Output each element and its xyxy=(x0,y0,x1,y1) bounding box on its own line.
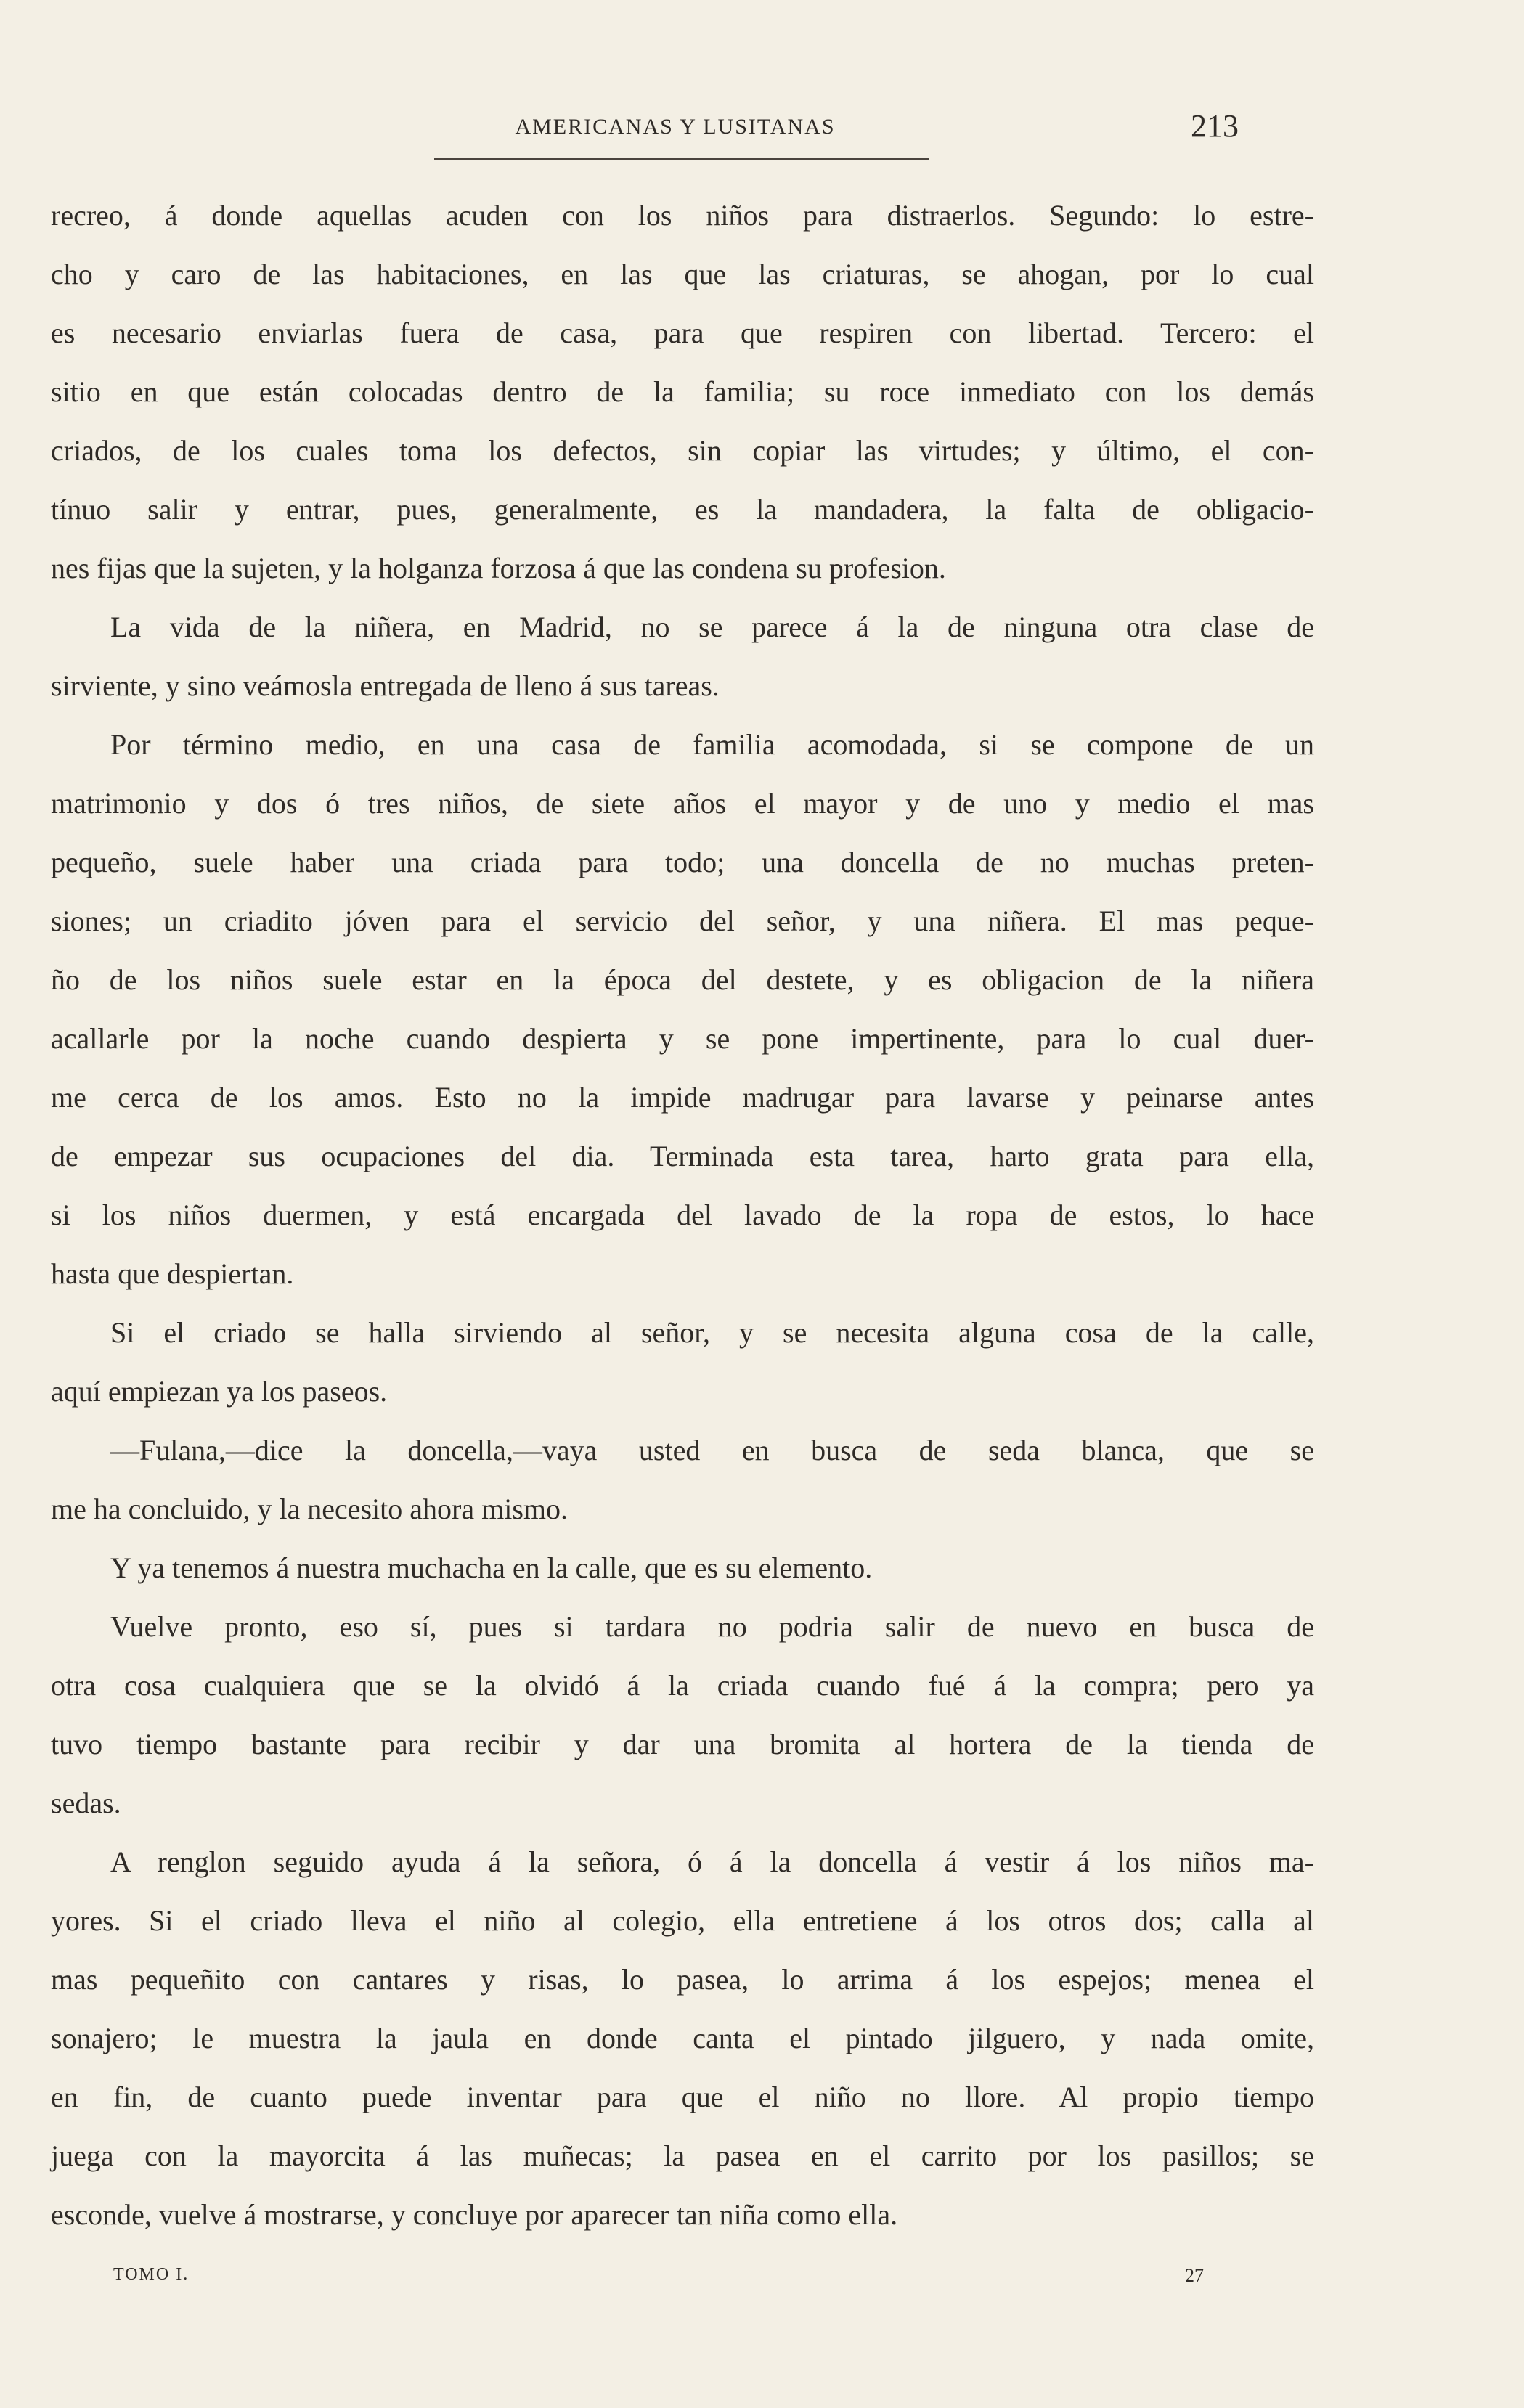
text-line: en fin, de cuanto puede inventar para que el niño no llore. Al propio tiempo xyxy=(51,2081,1314,2113)
text-line: me cerca de los amos. Esto no la impide madrugar para lavarse y peinarse antes xyxy=(51,1081,1314,1114)
header-rule xyxy=(434,158,929,160)
running-head xyxy=(0,107,1524,166)
text-line: pequeño, suele haber una criada para todo; una doncella de no muchas preten- xyxy=(51,846,1314,878)
text-line: yores. Si el criado lleva el niño al colegio, ella entretiene á los otros dos; calla al xyxy=(51,1904,1314,1937)
text-line: de empezar sus ocupaciones del dia. Terminada esta tarea, harto grata para ella, xyxy=(51,1140,1314,1172)
text-line: Y ya tenemos á nuestra muchacha en la calle, que es su elemento. xyxy=(110,1551,873,1584)
page-footer xyxy=(0,2265,1524,2301)
text-line: cho y caro de las habitaciones, en las que las criaturas, se ahogan, por lo cual xyxy=(51,258,1314,290)
text-line: tuvo tiempo bastante para recibir y dar una bromita al hortera de la tienda de xyxy=(51,1728,1314,1760)
text-line: es necesario enviarlas fuera de casa, para que respiren con libertad. Tercero: el xyxy=(51,317,1314,349)
text-line: matrimonio y dos ó tres niños, de siete años el mayor y de uno y medio el mas xyxy=(51,787,1314,820)
text-line: acallarle por la noche cuando despierta y se pone impertinente, para lo cual duer- xyxy=(51,1022,1314,1055)
text-line: —Fulana,—dice la doncella,—vaya usted en busca de seda blanca, que se xyxy=(110,1434,1314,1466)
signature-mark: 27 xyxy=(1185,2265,1204,2286)
text-line: sirviente, y sino veámosla entregada de lleno á sus tareas. xyxy=(51,669,720,702)
text-line: Vuelve pronto, eso sí, pues si tardara no podria salir de nuevo en busca de xyxy=(110,1610,1314,1643)
text-line: sitio en que están colocadas dentro de la familia; su roce inmediato con los demás xyxy=(51,375,1314,408)
volume-mark: TOMO I. xyxy=(113,2265,190,2284)
text-line: Por término medio, en una casa de familia acomodada, si se compone de un xyxy=(110,728,1314,761)
text-line: tínuo salir y entrar, pues, generalmente, es la mandadera, la falta de obligacio- xyxy=(51,493,1314,526)
text-line: esconde, vuelve á mostrarse, y concluye por aparecer tan niña como ella. xyxy=(51,2198,898,2231)
body-text xyxy=(51,186,1314,2244)
text-line: sonajero; le muestra la jaula en donde canta el pintado jilguero, y nada omite, xyxy=(51,2022,1314,2054)
text-line: nes fijas que la sujeten, y la holganza forzosa á que las condena su profesion. xyxy=(51,552,946,584)
text-line: si los niños duermen, y está encargada del lavado de la ropa de estos, lo hace xyxy=(51,1199,1314,1231)
text-line: A renglon seguido ayuda á la señora, ó á la doncella á vestir á los niños ma- xyxy=(110,1845,1314,1878)
text-line: recreo, á donde aquellas acuden con los niños para distraerlos. Segundo: lo estre- xyxy=(51,199,1314,232)
text-line: me ha concluido, y la necesito ahora mismo. xyxy=(51,1493,569,1525)
text-line: criados, de los cuales toma los defectos, sin copiar las virtudes; y último, el con- xyxy=(51,434,1314,467)
text-line: juega con la mayorcita á las muñecas; la pasea en el carrito por los pasillos; se xyxy=(51,2139,1314,2172)
text-line: siones; un criadito jóven para el servicio del señor, y una niñera. El mas peque- xyxy=(51,905,1314,937)
text-line: otra cosa cualquiera que se la olvidó á la criada cuando fué á la compra; pero ya xyxy=(51,1669,1314,1702)
running-title: AMERICANAS Y LUSITANAS xyxy=(515,115,836,139)
text-line: aquí empiezan ya los paseos. xyxy=(51,1375,388,1408)
text-line: mas pequeñito con cantares y risas, lo pasea, lo arrima á los espejos; menea el xyxy=(51,1963,1314,1996)
page-number: 213 xyxy=(1191,108,1239,144)
text-line: ño de los niños suele estar en la época del destete, y es obligacion de la niñera xyxy=(51,963,1314,996)
text-line: Si el criado se halla sirviendo al señor, y se necesita alguna cosa de la calle, xyxy=(110,1316,1314,1349)
text-line: sedas. xyxy=(51,1787,121,1819)
text-line: La vida de la niñera, en Madrid, no se parece á la de ninguna otra clase de xyxy=(110,611,1314,643)
text-line: hasta que despiertan. xyxy=(51,1257,294,1290)
